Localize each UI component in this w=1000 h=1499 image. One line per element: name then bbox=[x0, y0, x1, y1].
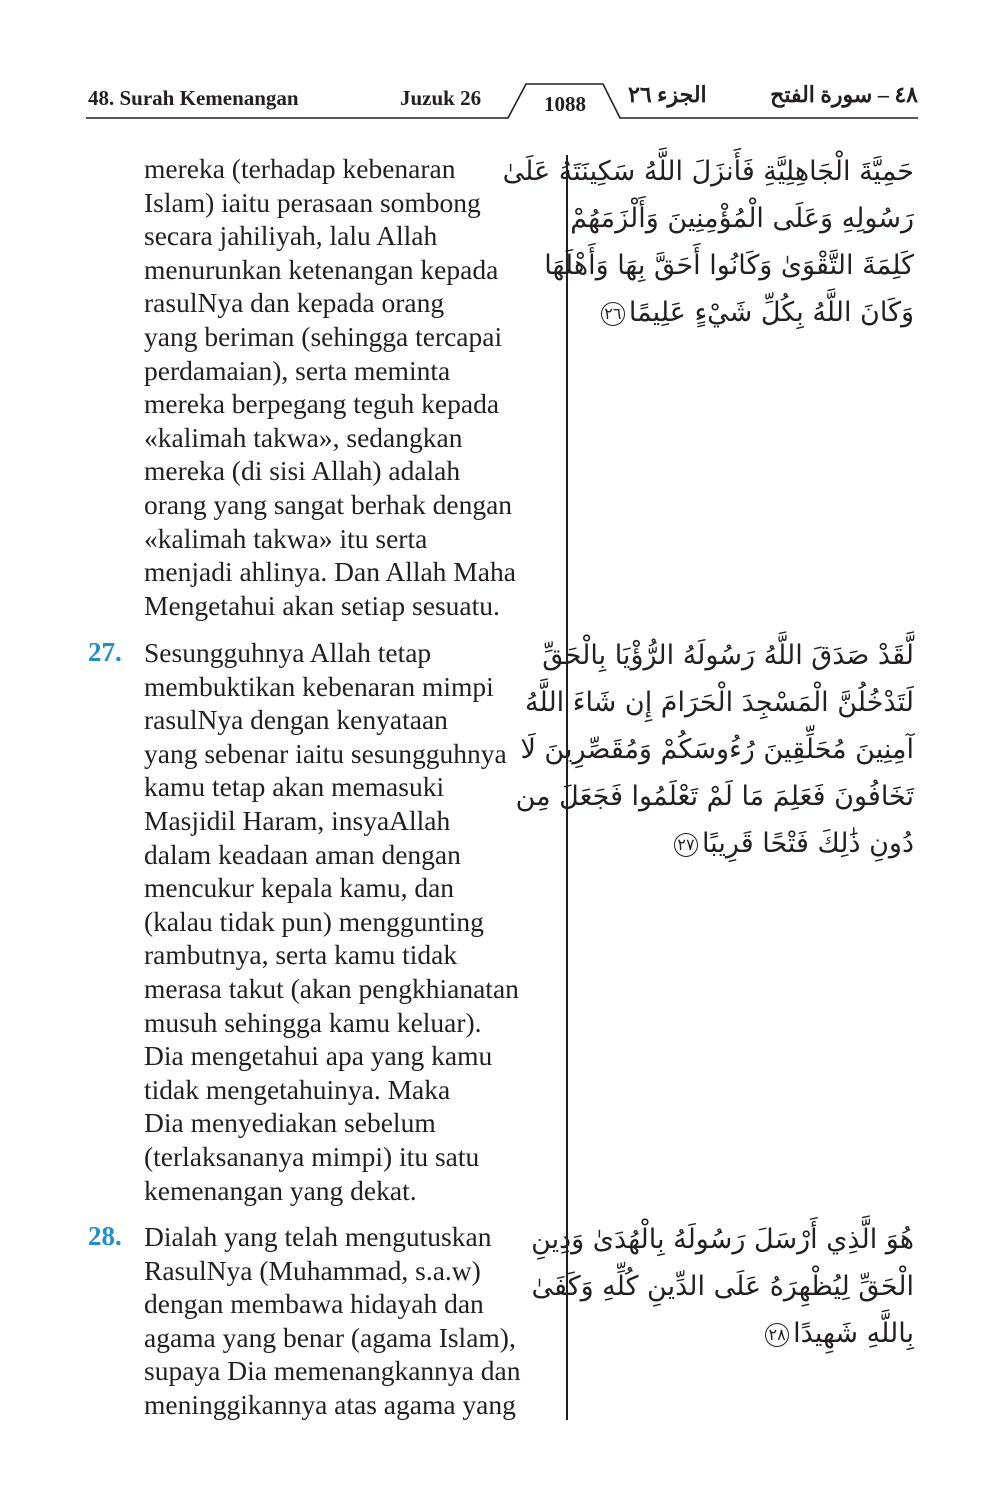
text-line: Dia menyediakan sebelum bbox=[144, 1107, 436, 1139]
ayah-number-mark: ٢٦ bbox=[601, 302, 625, 326]
text-line: rambutnya, serta kamu tidak bbox=[144, 939, 458, 971]
text-line: orang yang sangat berhak dengan bbox=[144, 488, 513, 520]
text-line: «kalimah takwa», sedangkan bbox=[144, 421, 463, 453]
arabic-verse-28 bbox=[531, 1216, 914, 1357]
arabic-line: لَتَدْخُلُنَّ الْمَسْجِدَ الْحَرَامَ إِن شَاءَ اللَّهُ bbox=[525, 687, 914, 718]
text-line: «kalimah takwa» itu serta bbox=[144, 522, 428, 554]
text-line: Dia mengetahui apa yang kamu bbox=[144, 1040, 493, 1072]
text-line: kemenangan yang dekat. bbox=[144, 1174, 417, 1206]
text-line: musuh sehingga kamu keluar). bbox=[144, 1006, 482, 1038]
arabic-line: الْحَقِّ لِيُظْهِرَهُ عَلَى الدِّينِ كُلِّهِ وَكَفَىٰ bbox=[531, 1271, 914, 1302]
text-line: RasulNya (Muhammad, s.a.w) bbox=[144, 1254, 481, 1286]
verse-number: 27. bbox=[88, 637, 122, 667]
text-line: (kalau tidak pun) menggunting bbox=[144, 905, 484, 937]
text-line: secara jahiliyah, lalu Allah bbox=[144, 220, 438, 252]
juz-label-en: Juzuk 26 bbox=[400, 86, 482, 110]
text-line: menurunkan ketenangan kepada bbox=[144, 253, 499, 285]
ayah-number-mark: ٢٧ bbox=[674, 833, 698, 857]
text-line: Islam) iaitu perasaan sombong bbox=[144, 186, 481, 218]
text-line: rasulNya dan kepada orang bbox=[144, 287, 445, 319]
surah-title-ar: ٤٨ – سورة الفتح bbox=[770, 82, 918, 107]
text-line: menjadi ahlinya. Dan Allah Maha bbox=[144, 556, 516, 588]
arabic-line: رَسُولِهِ وَعَلَى الْمُؤْمِنِينَ وَأَلْزَمَهُمْ bbox=[570, 203, 914, 234]
text-line: (terlaksananya mimpi) itu satu bbox=[144, 1140, 480, 1172]
text-line: merasa takut (akan pengkhianatan bbox=[144, 972, 519, 1004]
arabic-line: بِاللَّهِ شَهِيدًا bbox=[793, 1318, 914, 1349]
text-line: Sesungguhnya Allah tetap bbox=[144, 637, 432, 668]
text-line: perdamaian), serta meminta bbox=[144, 354, 451, 386]
verse-number: 28. bbox=[88, 1221, 122, 1251]
text-line: mencukur kepala kamu, dan bbox=[144, 872, 455, 904]
text-line: dalam keadaan aman dengan bbox=[144, 838, 461, 870]
text-line: dengan membawa hidayah dan bbox=[144, 1288, 484, 1320]
text-line: kamu tetap akan memasuki bbox=[144, 771, 445, 803]
translation-text bbox=[144, 152, 564, 622]
arabic-line: هُوَ الَّذِي أَرْسَلَ رَسُولَهُ بِالْهُدَىٰ وَدِينِ bbox=[531, 1224, 914, 1255]
arabic-line: آمِنِينَ مُحَلِّقِينَ رُءُوسَكُمْ وَمُقَصِّرِينَ لَا bbox=[520, 734, 914, 765]
text-line: meninggikannya atas agama yang bbox=[144, 1388, 516, 1420]
text-line: membuktikan kebenaran mimpi bbox=[144, 670, 494, 702]
header-rule bbox=[0, 0, 1000, 130]
text-line: yang beriman (sehingga tercapai bbox=[144, 320, 503, 352]
text-line: Masjidil Haram, insyaAllah bbox=[144, 804, 451, 836]
juz-label-ar: الجزء ٢٦ bbox=[628, 82, 707, 107]
text-line: yang sebenar iaitu sesungguhnya bbox=[144, 737, 507, 769]
arabic-line: دُونِ ذَٰلِكَ فَتْحًا قَرِيبًا bbox=[701, 828, 914, 859]
page-number: 1088 bbox=[544, 92, 586, 116]
text-line: rasulNya dengan kenyataan bbox=[144, 704, 448, 736]
arabic-line: وَكَانَ اللَّهُ بِكُلِّ شَيْءٍ عَلِيمًا bbox=[628, 297, 914, 328]
arabic-verse-27 bbox=[516, 632, 914, 867]
surah-title-en: 48. Surah Kemenangan bbox=[88, 86, 299, 110]
page-header bbox=[0, 0, 1000, 130]
text-line: agama yang benar (agama Islam), bbox=[144, 1321, 516, 1353]
arabic-line: حَمِيَّةَ الْجَاهِلِيَّةِ فَأَنزَلَ اللَّهُ سَكِينَتَهُ عَلَىٰ bbox=[502, 156, 914, 187]
text-line: mereka (terhadap kebenaran bbox=[144, 153, 456, 184]
arabic-line: كَلِمَةَ التَّقْوَىٰ وَكَانُوا أَحَقَّ بِهَا وَأَهْلَهَا bbox=[544, 250, 914, 281]
text-line: supaya Dia memenangkannya dan bbox=[144, 1355, 521, 1387]
ayah-number-mark: ٢٨ bbox=[765, 1323, 789, 1347]
text-line: Mengetahui akan setiap sesuatu. bbox=[144, 589, 500, 621]
text-line: tidak mengetahuinya. Maka bbox=[144, 1073, 451, 1105]
arabic-line: تَخَافُونَ فَعَلِمَ مَا لَمْ تَعْلَمُوا فَجَعَلَ مِن bbox=[515, 781, 914, 812]
arabic-continuation bbox=[503, 148, 914, 336]
arabic-line: لَّقَدْ صَدَقَ اللَّهُ رَسُولَهُ الرُّؤْيَا بِالْحَقِّ bbox=[542, 640, 914, 671]
text-line: Dialah yang telah mengutuskan bbox=[144, 1221, 492, 1252]
text-line: mereka berpegang teguh kepada bbox=[144, 388, 500, 420]
translation-text bbox=[144, 636, 564, 1207]
text-line: mereka (di sisi Allah) adalah bbox=[144, 455, 461, 487]
translation-text bbox=[144, 1220, 564, 1422]
